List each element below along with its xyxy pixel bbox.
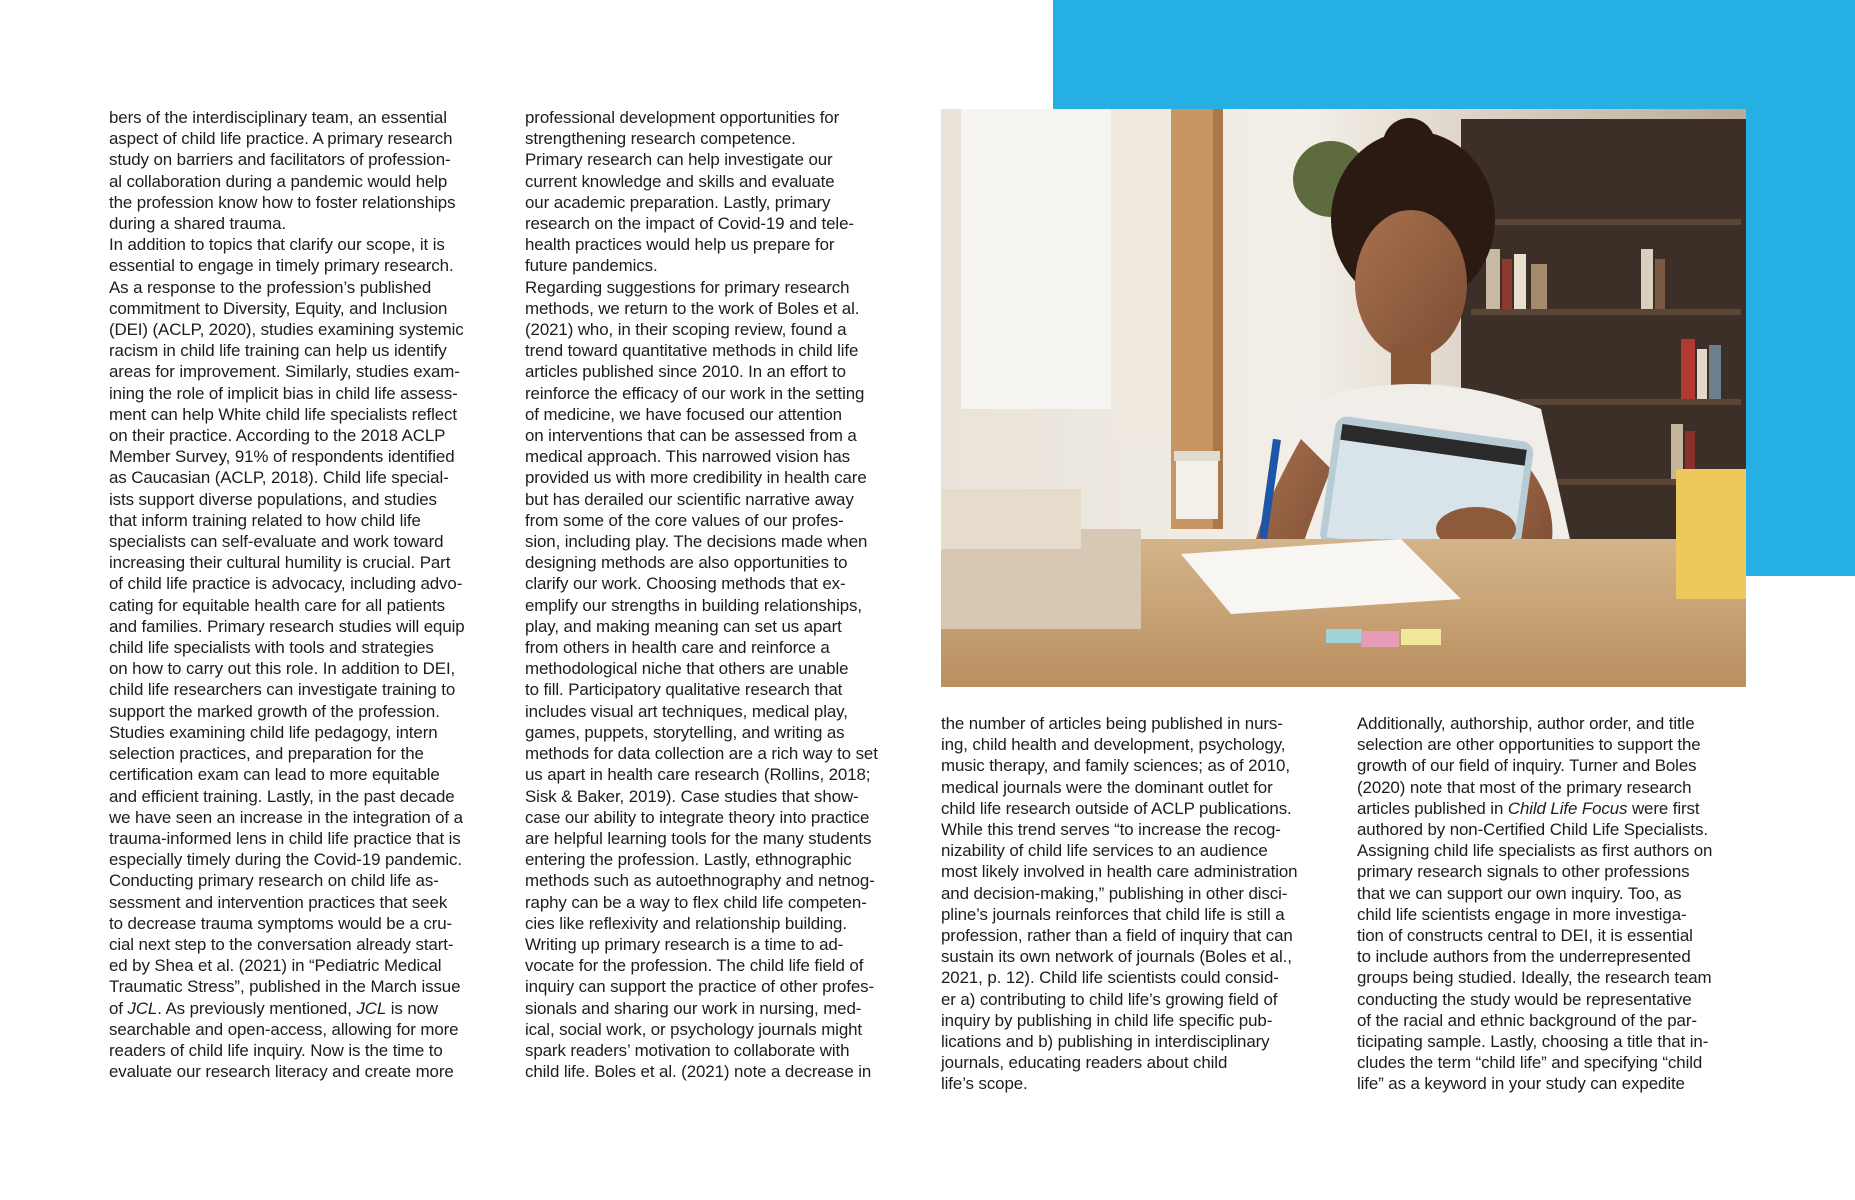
text-line: ical, social work, or psychology journals might bbox=[525, 1019, 863, 1039]
text-line: Sisk & Baker, 2019). Case studies that show- bbox=[525, 786, 859, 806]
text-line: but has derailed our scientific narrative away bbox=[525, 489, 854, 509]
text-line: especially timely during the Covid-19 pandemic. bbox=[109, 850, 462, 870]
text-line: tion of constructs central to DEI, it is essential bbox=[1357, 926, 1693, 946]
text-line: cies like reflexivity and relationship building. bbox=[525, 913, 847, 933]
text-line: that we can support our own inquiry. Too, as bbox=[1357, 883, 1682, 903]
text-line: profession, rather than a field of inquiry that can bbox=[941, 926, 1293, 946]
text-line: lications and b) publishing in interdisciplinary bbox=[941, 1032, 1270, 1052]
text-line: cludes the term “child life” and specifying “child bbox=[1357, 1053, 1703, 1073]
text-line: Primary research can help investigate our bbox=[525, 150, 833, 170]
text-line: inquiry can support the practice of other profes- bbox=[525, 977, 875, 997]
text-line: nizability of child life services to an audience bbox=[941, 841, 1268, 861]
text-line: methods for data collection are a rich way to set bbox=[525, 744, 878, 764]
text-line: sion, including play. The decisions made when bbox=[525, 532, 868, 552]
text-line: Regarding suggestions for primary research bbox=[525, 277, 850, 297]
text-line: child life. Boles et al. (2021) note a decrease in bbox=[525, 1062, 872, 1082]
text-line: raphy can be a way to flex child life competen- bbox=[525, 892, 867, 912]
text-line: reinforce the efficacy of our work in the setting bbox=[525, 383, 865, 403]
text-line: on how to carry out this role. In addition to DEI, bbox=[109, 659, 456, 679]
text-line: (2020) note that most of the primary research bbox=[1357, 777, 1692, 797]
text-column-2 bbox=[525, 107, 917, 1082]
photo-illustration bbox=[941, 109, 1746, 687]
text-line: racism in child life training can help us identify bbox=[109, 341, 447, 361]
text-line: aspect of child life practice. A primary research bbox=[109, 129, 453, 149]
text-line: groups being studied. Ideally, the research team bbox=[1357, 968, 1712, 988]
text-line: current knowledge and skills and evaluate bbox=[525, 171, 835, 191]
text-line: inquiry by publishing in child life specific pub- bbox=[941, 1010, 1273, 1030]
text-line: life’s scope. bbox=[941, 1074, 1028, 1094]
text-line: on interventions that can be assessed from a bbox=[525, 426, 857, 446]
text-line: trend toward quantitative methods in child life bbox=[525, 341, 859, 361]
text-line: we have seen an increase in the integration of a bbox=[109, 807, 463, 827]
text-line: support the marked growth of the profession. bbox=[109, 701, 440, 721]
text-line: to fill. Participatory qualitative research that bbox=[525, 680, 843, 700]
text-line: Writing up primary research is a time to ad- bbox=[525, 934, 844, 954]
text-line: and efficient training. Lastly, in the past decade bbox=[109, 786, 455, 806]
text-column-1 bbox=[109, 107, 501, 1082]
text-line: ticipating sample. Lastly, choosing a title that in- bbox=[1357, 1032, 1709, 1052]
text-line: entering the profession. Lastly, ethnographic bbox=[525, 850, 852, 870]
text-line: games, puppets, storytelling, and writing as bbox=[525, 722, 845, 742]
text-line: essential to engage in timely primary research. bbox=[109, 256, 454, 276]
text-line: health practices would help us prepare for bbox=[525, 235, 835, 255]
text-line: Traumatic Stress”, published in the March issue bbox=[109, 977, 461, 997]
text-column-4 bbox=[1357, 713, 1753, 1095]
text-line: articles published in Child Life Focus were first bbox=[1357, 798, 1700, 818]
text-line: In addition to topics that clarify our scope, it is bbox=[109, 235, 445, 255]
text-line: emplify our strengths in building relationships, bbox=[525, 595, 862, 615]
text-line: evaluate our research literacy and create more bbox=[109, 1062, 454, 1082]
text-line: on their practice. According to the 2018 ACLP bbox=[109, 426, 446, 446]
text-line: from some of the core values of our profes- bbox=[525, 510, 844, 530]
text-line: professional development opportunities for bbox=[525, 108, 840, 127]
text-line: designing methods are also opportunities to bbox=[525, 553, 848, 573]
text-line: includes visual art techniques, medical play, bbox=[525, 701, 848, 721]
text-line: er a) contributing to child life’s growing field of bbox=[941, 989, 1278, 1009]
text-line: pline’s journals reinforces that child life is still a bbox=[941, 904, 1285, 924]
text-line: during a shared trauma. bbox=[109, 214, 287, 234]
text-line: ed by Shea et al. (2021) in “Pediatric Medical bbox=[109, 956, 442, 976]
text-line: ing, child health and development, psychology, bbox=[941, 735, 1286, 755]
text-line: Assigning child life specialists as first authors on bbox=[1357, 841, 1713, 861]
text-line: primary research signals to other professions bbox=[1357, 862, 1690, 882]
text-line: authored by non-Certified Child Life Specialists. bbox=[1357, 820, 1708, 840]
text-line: child life research outside of ACLP publications. bbox=[941, 798, 1292, 818]
text-line: life” as a keyword in your study can expedite bbox=[1357, 1074, 1685, 1094]
text-line: commitment to Diversity, Equity, and Inclusion bbox=[109, 298, 448, 318]
text-line: as Caucasian (ACLP, 2018). Child life special- bbox=[109, 468, 449, 488]
text-line: areas for improvement. Similarly, studies exam- bbox=[109, 362, 460, 382]
text-line: to decrease trauma symptoms would be a cru- bbox=[109, 913, 453, 933]
text-line: of JCL. As previously mentioned, JCL is now bbox=[109, 998, 439, 1018]
text-line: child life scientists engage in more investiga- bbox=[1357, 904, 1687, 924]
text-line: research on the impact of Covid-19 and tele- bbox=[525, 214, 854, 234]
text-line: most likely involved in health care administration bbox=[941, 862, 1298, 882]
text-line: specialists can self-evaluate and work toward bbox=[109, 532, 444, 552]
text-line: Additionally, authorship, author order, and title bbox=[1357, 714, 1695, 733]
text-line: of the racial and ethnic background of the par- bbox=[1357, 1010, 1697, 1030]
text-line: As a response to the profession’s published bbox=[109, 277, 432, 297]
text-line: from others in health care and reinforce a bbox=[525, 638, 830, 658]
text-line: journals, educating readers about child bbox=[941, 1053, 1228, 1073]
text-line: Conducting primary research on child life as- bbox=[109, 871, 439, 891]
text-line: increasing their cultural humility is crucial. Part bbox=[109, 553, 451, 573]
text-line: us apart in health care research (Rollins, 2018; bbox=[525, 765, 871, 785]
text-line: methods, we return to the work of Boles et al. bbox=[525, 298, 860, 318]
text-line: that inform training related to how child life bbox=[109, 510, 421, 530]
text-line: growth of our field of inquiry. Turner and Boles bbox=[1357, 756, 1697, 776]
text-line: provided us with more credibility in health care bbox=[525, 468, 867, 488]
text-line: trauma-informed lens in child life practice that is bbox=[109, 828, 461, 848]
text-line: and families. Primary research studies will equip bbox=[109, 616, 465, 636]
text-line: searchable and open-access, allowing for more bbox=[109, 1019, 459, 1039]
text-line: methods such as autoethnography and netnog- bbox=[525, 871, 875, 891]
text-line: spark readers’ motivation to collaborate with bbox=[525, 1040, 850, 1060]
text-line: readers of child life inquiry. Now is the time to bbox=[109, 1040, 443, 1060]
text-line: selection practices, and preparation for the bbox=[109, 744, 424, 764]
text-line: our academic preparation. Lastly, primary bbox=[525, 192, 831, 212]
text-line: medical journals were the dominant outlet for bbox=[941, 777, 1273, 797]
text-line: methodological niche that others are unable bbox=[525, 659, 849, 679]
text-line: strengthening research competence. bbox=[525, 129, 796, 149]
text-line: sustain its own network of journals (Boles et al., bbox=[941, 947, 1292, 967]
text-line: conducting the study would be representative bbox=[1357, 989, 1692, 1009]
text-line: are helpful learning tools for the many students bbox=[525, 828, 872, 848]
text-line: sessment and intervention practices that seek bbox=[109, 892, 448, 912]
text-line: certification exam can lead to more equitable bbox=[109, 765, 440, 785]
text-line: ment can help White child life specialists reflect bbox=[109, 404, 457, 424]
text-line: al collaboration during a pandemic would help bbox=[109, 171, 448, 191]
text-line: of child life practice is advocacy, including advo- bbox=[109, 574, 463, 594]
text-line: cating for equitable health care for all patients bbox=[109, 595, 445, 615]
text-line: to include authors from the underrepresented bbox=[1357, 947, 1691, 967]
text-line: medical approach. This narrowed vision has bbox=[525, 447, 851, 467]
text-line: study on barriers and facilitators of profession- bbox=[109, 150, 451, 170]
text-line: (DEI) (ACLP, 2020), studies examining systemic bbox=[109, 320, 464, 340]
text-line: vocate for the profession. The child life field of bbox=[525, 956, 864, 976]
text-line: Member Survey, 91% of respondents identified bbox=[109, 447, 455, 467]
text-line: and decision-making,” publishing in other disci- bbox=[941, 883, 1288, 903]
text-line: sionals and sharing our work in nursing, med- bbox=[525, 998, 862, 1018]
text-line: child life researchers can investigate training to bbox=[109, 680, 456, 700]
text-line: ists support diverse populations, and studies bbox=[109, 489, 437, 509]
text-line: 2021, p. 12). Child life scientists could consid- bbox=[941, 968, 1279, 988]
text-line: bers of the interdisciplinary team, an essential bbox=[109, 108, 447, 127]
text-line: (2021) who, in their scoping review, found a bbox=[525, 320, 847, 340]
text-column-3 bbox=[941, 713, 1337, 1095]
text-line: articles published since 2010. In an effort to bbox=[525, 362, 846, 382]
text-line: selection are other opportunities to support the bbox=[1357, 735, 1701, 755]
photo bbox=[941, 109, 1746, 687]
text-line: Studies examining child life pedagogy, intern bbox=[109, 722, 438, 742]
text-line: the profession know how to foster relationships bbox=[109, 192, 456, 212]
text-line: child life specialists with tools and strategies bbox=[109, 638, 434, 658]
text-line: play, and making meaning can set us apart bbox=[525, 616, 842, 636]
text-line: future pandemics. bbox=[525, 256, 658, 276]
text-line: ining the role of implicit bias in child life assess- bbox=[109, 383, 458, 403]
text-line: music therapy, and family sciences; as of 2010, bbox=[941, 756, 1290, 776]
text-line: While this trend serves “to increase the recog- bbox=[941, 820, 1281, 840]
text-line: cial next step to the conversation already start- bbox=[109, 934, 454, 954]
text-line: of medicine, we have focused our attention bbox=[525, 404, 842, 424]
text-line: clarify our work. Choosing methods that ex- bbox=[525, 574, 846, 594]
text-line: case our ability to integrate theory into practice bbox=[525, 807, 870, 827]
text-line: the number of articles being published in nurs- bbox=[941, 714, 1283, 733]
